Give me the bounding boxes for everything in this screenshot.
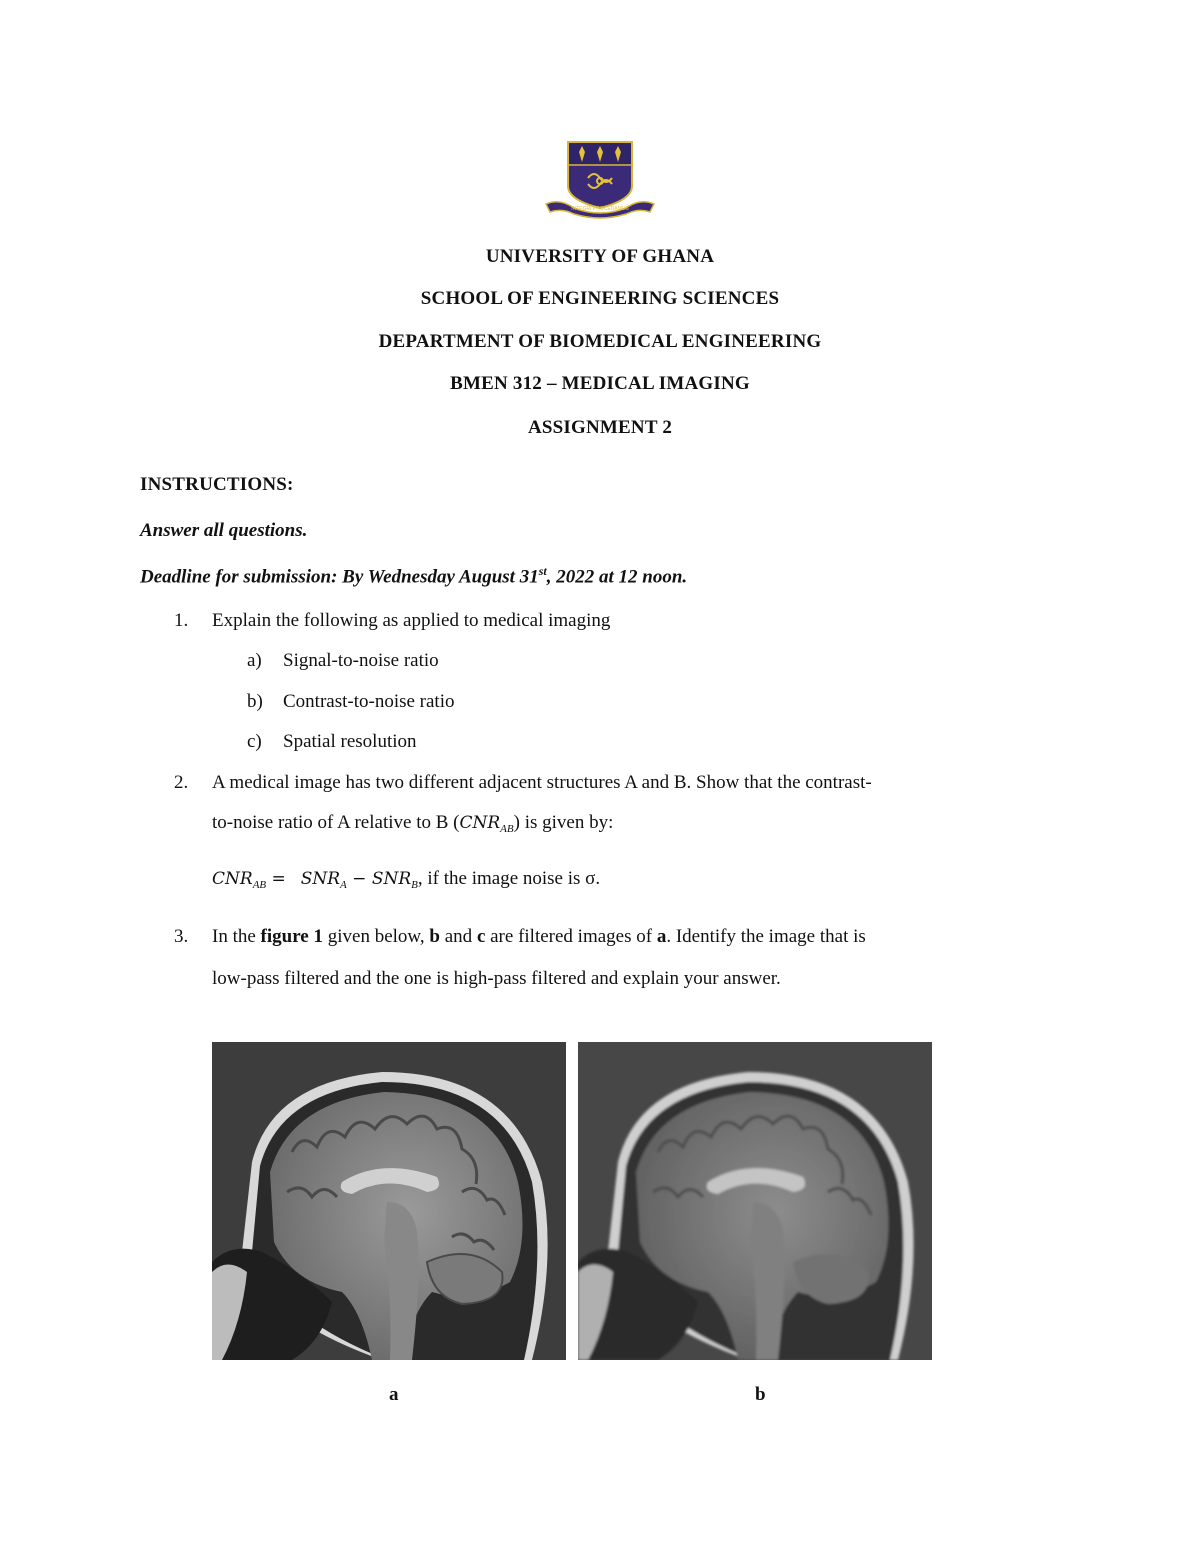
question-3-line2: low-pass filtered and the one is high-pass filtered and explain your answer. [212, 968, 781, 989]
course-title: BMEN 312 – MEDICAL IMAGING [450, 373, 750, 394]
instructions-heading: INSTRUCTIONS: [140, 474, 294, 495]
question-1b-label: b) [247, 691, 263, 712]
question-2-line1: A medical image has two different adjacent structures A and B. Show that the contrast- [212, 772, 872, 793]
question-2-line2: to-noise ratio of A relative to B $(CNR_{AB})$ is given by: [212, 812, 614, 835]
question-3-line1: In the figure 1 given below, b and c are filtered images of a. Identify the image that is [212, 926, 866, 947]
figure-caption-b: b [755, 1384, 766, 1405]
question-1a-label: a) [247, 650, 262, 671]
school-name: SCHOOL OF ENGINEERING SCIENCES [420, 288, 780, 309]
department-name: DEPARTMENT OF BIOMEDICAL ENGINEERING [378, 331, 822, 352]
question-1-number: 1. [174, 610, 189, 631]
university-name: UNIVERSITY OF GHANA [485, 246, 715, 267]
question-2-equation: $CNR_{AB} = SNR_A - SNR_B$, if the image noise is σ. [212, 868, 601, 891]
question-2-number: 2. [174, 772, 189, 793]
question-1-text: Explain the following as applied to medical imaging [212, 610, 611, 631]
figure-caption-a: a [389, 1384, 399, 1405]
question-1b-text: Contrast-to-noise ratio [283, 691, 455, 712]
instructions-answer-all: Answer all questions. [140, 520, 308, 541]
mri-image-a [212, 1042, 566, 1360]
question-3-number: 3. [174, 926, 189, 947]
question-1a-text: Signal-to-noise ratio [283, 650, 439, 671]
university-crest [540, 138, 660, 220]
assignment-title: ASSIGNMENT 2 [527, 417, 673, 438]
crest-motto: INTEGRI PROCEDAMUS [571, 206, 629, 212]
question-1c-label: c) [247, 731, 262, 752]
mri-image-b [578, 1042, 932, 1360]
question-1c-text: Spatial resolution [283, 731, 417, 752]
instructions-deadline: Deadline for submission: By Wednesday August 31st, 2022 at 12 noon. [140, 564, 688, 588]
